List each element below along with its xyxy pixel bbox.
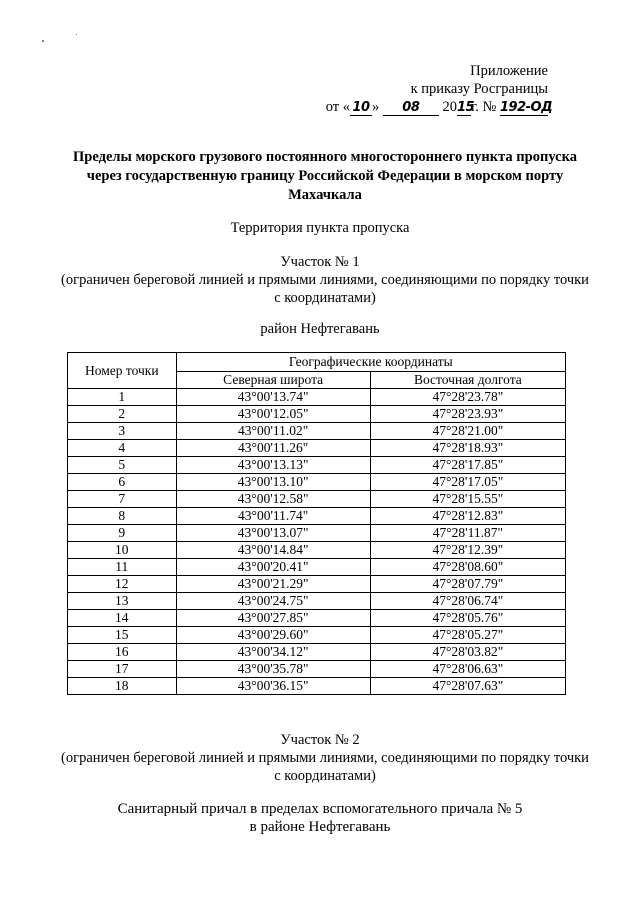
section1-area: район Нефтегавань	[260, 321, 380, 337]
table-row	[68, 542, 566, 559]
longitude-cell: 47°28'12.39"	[370, 542, 565, 559]
point-number-cell: 18	[68, 678, 177, 695]
table-row	[68, 457, 566, 474]
point-number-cell: 16	[68, 644, 177, 661]
table-row	[68, 508, 566, 525]
longitude-cell: 47°28'21.00"	[370, 423, 565, 440]
table-row	[68, 644, 566, 661]
latitude-cell: 43°00'13.10"	[176, 474, 370, 491]
longitude-cell: 47°28'15.55"	[370, 491, 565, 508]
latitude-cell: 43°00'12.58"	[176, 491, 370, 508]
longitude-cell: 47°28'17.85"	[370, 457, 565, 474]
point-number-cell: 3	[68, 423, 177, 440]
longitude-cell: 47°28'03.82"	[370, 644, 565, 661]
latitude-cell: 43°00'11.26"	[176, 440, 370, 457]
point-number-cell: 4	[68, 440, 177, 457]
longitude-cell: 47°28'23.78"	[370, 389, 565, 406]
longitude-cell: 47°28'12.83"	[370, 508, 565, 525]
longitude-cell: 47°28'11.87"	[370, 525, 565, 542]
section2-place-line1: Санитарный причал в пределах вспомогательного причала № 5	[117, 801, 523, 817]
table-row	[68, 661, 566, 678]
table-row	[68, 627, 566, 644]
point-number-cell: 8	[68, 508, 177, 525]
order-number: 192-ОД	[500, 100, 553, 115]
latitude-cell: 43°00'21.29"	[176, 576, 370, 593]
point-number-cell: 15	[68, 627, 177, 644]
latitude-cell: 43°00'24.75"	[176, 593, 370, 610]
table-row	[68, 559, 566, 576]
point-number-cell: 1	[68, 389, 177, 406]
table-row	[68, 610, 566, 627]
section2-title: Участок № 2	[280, 732, 360, 748]
point-number-cell: 14	[68, 610, 177, 627]
point-number-cell: 5	[68, 457, 177, 474]
table-row	[68, 474, 566, 491]
table-row	[68, 576, 566, 593]
section1-title: Участок № 1	[280, 254, 360, 270]
table-row	[68, 593, 566, 610]
latitude-cell: 43°00'13.07"	[176, 525, 370, 542]
latitude-cell: 43°00'13.74"	[176, 389, 370, 406]
coordinates-body	[68, 389, 566, 695]
table-row	[68, 525, 566, 542]
appendix-label: Приложение	[470, 63, 548, 79]
latitude-cell: 43°00'20.41"	[176, 559, 370, 576]
territory-heading: Территория пункта пропуска	[230, 220, 410, 236]
col-header-lat: Северная широта	[176, 372, 370, 389]
longitude-cell: 47°28'05.76"	[370, 610, 565, 627]
latitude-cell: 43°00'11.74"	[176, 508, 370, 525]
table-row	[68, 389, 566, 406]
section1-description: (ограничен береговой линией и прямыми линиями, соединяющими по порядку точки с координатами)	[61, 272, 589, 306]
point-number-cell: 2	[68, 406, 177, 423]
longitude-cell: 47°28'07.63"	[370, 678, 565, 695]
longitude-cell: 47°28'17.05"	[370, 474, 565, 491]
latitude-cell: 43°00'12.05"	[176, 406, 370, 423]
point-number-cell: 7	[68, 491, 177, 508]
latitude-cell: 43°00'11.02"	[176, 423, 370, 440]
table-row	[68, 423, 566, 440]
longitude-cell: 47°28'06.63"	[370, 661, 565, 678]
order-date-number: от « 10 » 08 2015г. № 192-ОД	[325, 99, 553, 115]
col-header-geo: Географические координаты	[176, 353, 565, 372]
table-row	[68, 406, 566, 423]
longitude-cell: 47°28'23.93"	[370, 406, 565, 423]
point-number-cell: 12	[68, 576, 177, 593]
col-header-lon: Восточная долгота	[370, 372, 565, 389]
longitude-cell: 47°28'05.27"	[370, 627, 565, 644]
longitude-cell: 47°28'18.93"	[370, 440, 565, 457]
latitude-cell: 43°00'34.12"	[176, 644, 370, 661]
appendix-header	[325, 62, 553, 116]
point-number-cell: 11	[68, 559, 177, 576]
longitude-cell: 47°28'07.79"	[370, 576, 565, 593]
latitude-cell: 43°00'36.15"	[176, 678, 370, 695]
section2-description: (ограничен береговой линией и прямыми линиями, соединяющими по порядку точки с координатами)	[61, 750, 589, 784]
latitude-cell: 43°00'29.60"	[176, 627, 370, 644]
longitude-cell: 47°28'08.60"	[370, 559, 565, 576]
scan-speck	[76, 34, 77, 35]
latitude-cell: 43°00'13.13"	[176, 457, 370, 474]
point-number-cell: 9	[68, 525, 177, 542]
table-row	[68, 440, 566, 457]
point-number-cell: 17	[68, 661, 177, 678]
section2-place-line2: в районе Нефтегавань	[249, 819, 391, 835]
coordinates-table	[67, 352, 566, 695]
col-header-number: Номер точки	[68, 353, 177, 389]
latitude-cell: 43°00'14.84"	[176, 542, 370, 559]
table-row	[68, 491, 566, 508]
table-row	[68, 678, 566, 695]
scan-speck	[42, 40, 44, 42]
order-year: 15	[456, 100, 475, 115]
latitude-cell: 43°00'35.78"	[176, 661, 370, 678]
latitude-cell: 43°00'27.85"	[176, 610, 370, 627]
point-number-cell: 13	[68, 593, 177, 610]
longitude-cell: 47°28'06.74"	[370, 593, 565, 610]
order-day: 10	[350, 101, 372, 116]
point-number-cell: 10	[68, 542, 177, 559]
point-number-cell: 6	[68, 474, 177, 491]
order-reference: к приказу Росграницы	[410, 81, 548, 97]
order-month: 08	[383, 101, 439, 116]
document-title: Пределы морского грузового постоянного многостороннего пункта пропуска через государственную границу Российской Федерации в морском порту Махачкала	[73, 149, 577, 203]
